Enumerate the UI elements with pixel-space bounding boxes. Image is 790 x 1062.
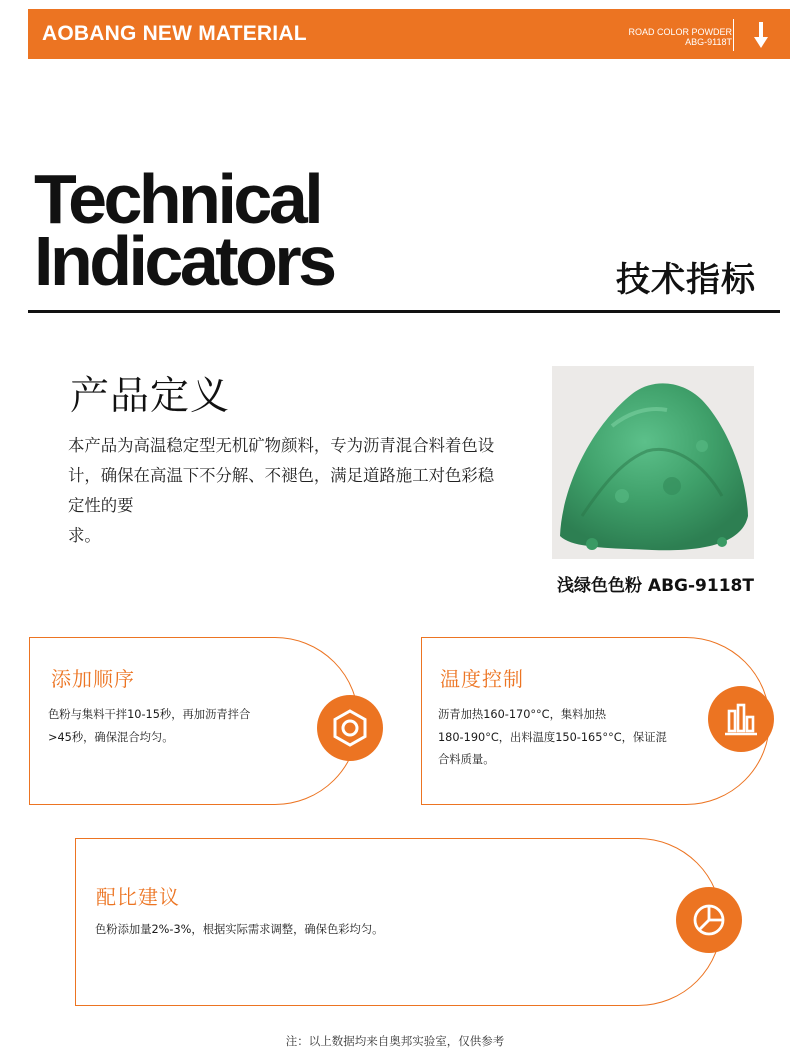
definition-line: 定性的要	[68, 496, 134, 515]
card-text	[95, 919, 515, 942]
card-title: 配比建议	[96, 885, 180, 909]
page-title	[34, 160, 334, 300]
definition-line: 计，确保在高温下不分解、不褪色，满足道路施工对色彩稳	[68, 466, 495, 485]
page-title-line-2: Indicators	[34, 222, 334, 300]
page-title-line-1: Technical	[34, 160, 321, 238]
hexagon-nut-icon	[317, 695, 383, 761]
product-model: ABG-9118T	[685, 37, 732, 47]
header-bar	[28, 9, 790, 59]
card-text-line: 色粉与集料干拌10-15秒，再加沥青拌合	[48, 708, 251, 721]
green-powder-pile-image	[552, 366, 754, 559]
card-text-line: 色粉添加量2%-3%，根据实际需求调整，确保色彩均匀。	[95, 923, 384, 936]
card-text-line: 180-190°C，出料温度150-165°°C，保证混	[438, 730, 667, 744]
product-image	[552, 366, 754, 559]
header-divider	[733, 19, 734, 51]
card-title: 添加顺序	[51, 667, 135, 691]
brand-name: AOBANG NEW MATERIAL	[42, 22, 307, 45]
product-line-name: ROAD COLOR POWDER	[628, 27, 732, 37]
arrow-down-icon	[754, 22, 768, 48]
title-divider	[28, 310, 780, 313]
definition-line: 求。	[68, 526, 101, 545]
definition-heading: 产品定义	[70, 374, 231, 419]
card-text-line: >45秒，确保混合均匀。	[48, 730, 174, 744]
card-text	[438, 704, 688, 772]
product-code	[628, 27, 732, 47]
footer-note: 注：以上数据均来自奥邦实验室，仅供参考	[285, 1034, 505, 1048]
card-title: 温度控制	[440, 667, 524, 691]
card-ratio-suggestion	[75, 838, 722, 1006]
definition-text	[68, 431, 543, 551]
card-text-line: 合料质量。	[438, 753, 495, 766]
pie-chart-icon	[676, 887, 742, 953]
definition-line: 本产品为高温稳定型无机矿物颜料，专为沥青混合料着色设	[68, 436, 495, 455]
card-text	[48, 704, 298, 749]
page-title-chinese: 技术指标	[616, 260, 756, 300]
bar-chart-icon	[708, 686, 774, 752]
product-caption: 浅绿色色粉 ABG-9118T	[557, 576, 754, 596]
card-addition-order	[29, 637, 359, 805]
card-text-line: 沥青加热160-170°°C，集料加热	[438, 708, 607, 721]
